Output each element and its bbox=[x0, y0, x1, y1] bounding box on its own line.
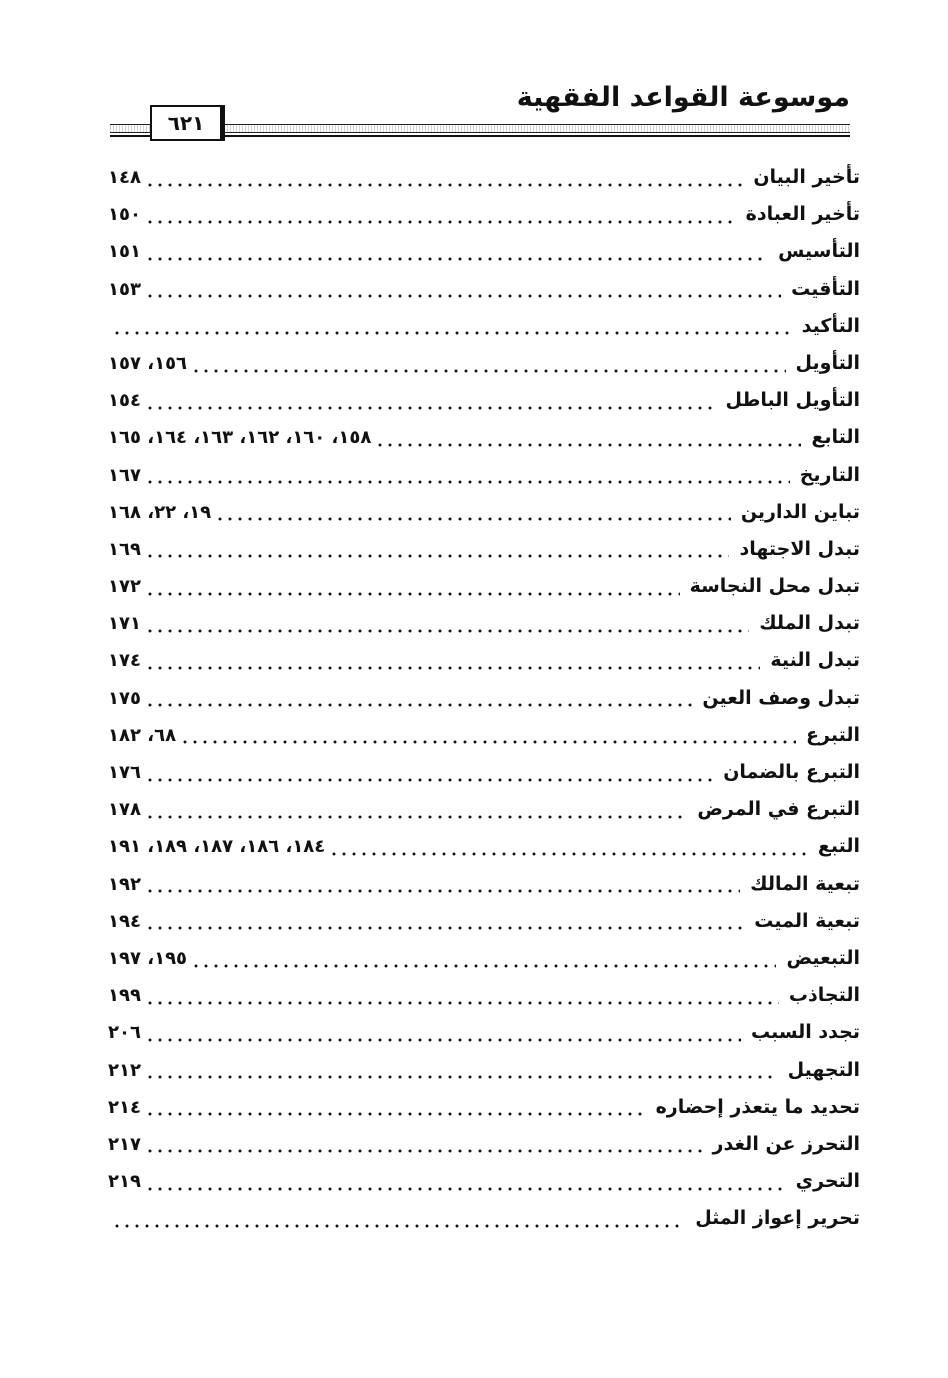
index-entry bbox=[108, 352, 860, 389]
index-term: تبدل وصف العين bbox=[702, 686, 860, 709]
index-entry bbox=[108, 538, 860, 575]
index-page-numbers: ١٨٤، ١٨٦، ١٨٧، ١٨٩، ١٩١ bbox=[108, 836, 326, 858]
dot-leader bbox=[145, 917, 744, 939]
dot-leader bbox=[145, 1178, 786, 1200]
index-page-numbers: ٢٠٦ bbox=[108, 1022, 141, 1044]
dot-leader bbox=[112, 1215, 685, 1237]
index-page-numbers: ٢١٩ bbox=[108, 1171, 141, 1193]
index-entry bbox=[108, 315, 860, 352]
index-list bbox=[108, 166, 860, 1244]
index-page-numbers: ١٥٤ bbox=[108, 390, 141, 412]
dot-leader bbox=[375, 434, 801, 456]
index-page-numbers: ٦٨، ١٨٢ bbox=[108, 724, 177, 746]
index-term: التاريخ bbox=[799, 463, 860, 486]
index-page-numbers: ١٧٥ bbox=[108, 687, 141, 709]
index-term: التحرز عن الغدر bbox=[712, 1132, 860, 1155]
dot-leader bbox=[145, 583, 680, 605]
index-entry bbox=[108, 464, 860, 501]
index-entry bbox=[108, 947, 860, 984]
index-page-numbers: ١٥٠ bbox=[108, 204, 141, 226]
page-number: ٦٢١ bbox=[167, 111, 205, 135]
dot-leader bbox=[180, 731, 796, 753]
dot-leader bbox=[145, 1140, 703, 1162]
index-entry bbox=[108, 1021, 860, 1058]
index-entry bbox=[108, 389, 860, 426]
index-term: التبرع bbox=[806, 723, 860, 746]
index-term: تأخير العبادة bbox=[745, 203, 860, 226]
index-page-numbers: ٢١٤ bbox=[108, 1096, 141, 1118]
index-entry bbox=[108, 984, 860, 1021]
index-entry bbox=[108, 575, 860, 612]
page-number-box bbox=[150, 105, 222, 141]
index-entry bbox=[108, 426, 860, 463]
index-page-numbers: ١٥١ bbox=[108, 241, 141, 263]
index-entry bbox=[108, 1207, 860, 1244]
index-term: التبع bbox=[817, 835, 860, 858]
dot-leader bbox=[145, 545, 730, 567]
dot-leader bbox=[191, 955, 776, 977]
index-entry bbox=[108, 835, 860, 872]
index-term: التأسيس bbox=[778, 240, 860, 263]
index-page-numbers: ١٤٨ bbox=[108, 167, 141, 188]
index-entry bbox=[108, 798, 860, 835]
index-page-numbers: ٢١٧ bbox=[108, 1133, 141, 1155]
index-entry bbox=[108, 873, 860, 910]
index-term: التأقيت bbox=[791, 277, 860, 300]
index-entry bbox=[108, 910, 860, 947]
dot-leader bbox=[191, 360, 786, 382]
dot-leader bbox=[145, 471, 790, 493]
index-entry bbox=[108, 1096, 860, 1133]
index-page-numbers: ١٩٩ bbox=[108, 985, 141, 1007]
index-page-numbers: ١٧٨ bbox=[108, 799, 141, 821]
index-term: التأويل bbox=[795, 351, 860, 374]
dot-leader bbox=[145, 769, 713, 791]
dot-leader bbox=[145, 657, 760, 679]
index-page-numbers: ١٩٢ bbox=[108, 873, 141, 895]
running-header bbox=[110, 78, 850, 142]
index-entry bbox=[108, 501, 860, 538]
index-term: تبعية المالك bbox=[750, 872, 860, 895]
index-entry bbox=[108, 240, 860, 277]
dot-leader bbox=[145, 285, 781, 307]
dot-leader bbox=[145, 211, 736, 233]
index-term: تبدل الاجتهاد bbox=[739, 537, 860, 560]
index-term: التجهيل bbox=[787, 1058, 860, 1081]
index-term: تبعية الميت bbox=[754, 909, 860, 932]
index-page-numbers: ١٧١ bbox=[108, 613, 141, 635]
dot-leader bbox=[145, 1029, 741, 1051]
index-page-numbers: ١٧٢ bbox=[108, 576, 141, 598]
index-term: التبرع بالضمان bbox=[723, 761, 860, 783]
index-entry bbox=[108, 1133, 860, 1170]
index-term: التبرع في المرض bbox=[697, 798, 860, 821]
dot-leader bbox=[112, 322, 792, 344]
dot-leader bbox=[145, 694, 692, 716]
book-title: موسوعة القواعد الفقهية bbox=[516, 82, 850, 113]
index-term: التأويل الباطل bbox=[725, 389, 860, 412]
index-term: تأخير البيان bbox=[753, 166, 860, 188]
index-page-numbers: ٢١٢ bbox=[108, 1059, 141, 1081]
dot-leader bbox=[145, 1103, 646, 1125]
index-entry bbox=[108, 724, 860, 761]
index-page-numbers: ١٥٦، ١٥٧ bbox=[108, 352, 188, 374]
index-entry bbox=[108, 649, 860, 686]
index-page-numbers: ١٧٦ bbox=[108, 762, 141, 783]
index-entry bbox=[108, 761, 860, 798]
index-term: التبعيض bbox=[786, 946, 860, 969]
index-entry bbox=[108, 278, 860, 315]
index-entry bbox=[108, 1170, 860, 1207]
dot-leader bbox=[215, 508, 731, 530]
index-term: التحري bbox=[795, 1170, 860, 1193]
index-term: تبدل الملك bbox=[759, 612, 860, 635]
index-term: تحرير إعواز المثل bbox=[695, 1207, 860, 1230]
dot-leader bbox=[145, 397, 716, 419]
index-entry bbox=[108, 203, 860, 240]
index-entry bbox=[108, 1059, 860, 1096]
index-page-numbers: ١٦٧ bbox=[108, 464, 141, 486]
dot-leader bbox=[145, 880, 740, 902]
index-term: تبدل النية bbox=[770, 649, 860, 672]
index-entry bbox=[108, 612, 860, 649]
dot-leader bbox=[145, 992, 779, 1014]
index-entry bbox=[108, 687, 860, 724]
index-page-numbers: ١٦٩ bbox=[108, 538, 141, 560]
index-term: تباين الدارين bbox=[740, 500, 860, 523]
index-term: تحديد ما يتعذر إحضاره bbox=[655, 1095, 860, 1118]
dot-leader bbox=[145, 806, 687, 828]
dot-leader bbox=[145, 620, 749, 642]
index-page-numbers: ١٧٤ bbox=[108, 650, 141, 672]
index-term: التجاذب bbox=[788, 984, 860, 1007]
dot-leader bbox=[145, 1066, 778, 1088]
index-page-numbers: ١٩٤ bbox=[108, 910, 141, 932]
index-entry bbox=[108, 166, 860, 203]
dot-leader bbox=[145, 248, 768, 270]
index-term: التأكيد bbox=[801, 314, 860, 337]
index-term: تبدل محل النجاسة bbox=[689, 575, 860, 598]
dot-leader bbox=[145, 174, 743, 196]
index-term: التابع bbox=[811, 426, 860, 449]
index-page-numbers: ١٩، ٢٢، ١٦٨ bbox=[108, 501, 212, 523]
index-page-numbers: ١٥٨، ١٦٠، ١٦٢، ١٦٣، ١٦٤، ١٦٥ bbox=[108, 427, 372, 449]
index-page-numbers: ١٥٣ bbox=[108, 278, 141, 300]
dot-leader bbox=[329, 843, 808, 865]
index-page-numbers: ١٩٥، ١٩٧ bbox=[108, 947, 188, 969]
index-term: تجدد السبب bbox=[750, 1021, 860, 1044]
